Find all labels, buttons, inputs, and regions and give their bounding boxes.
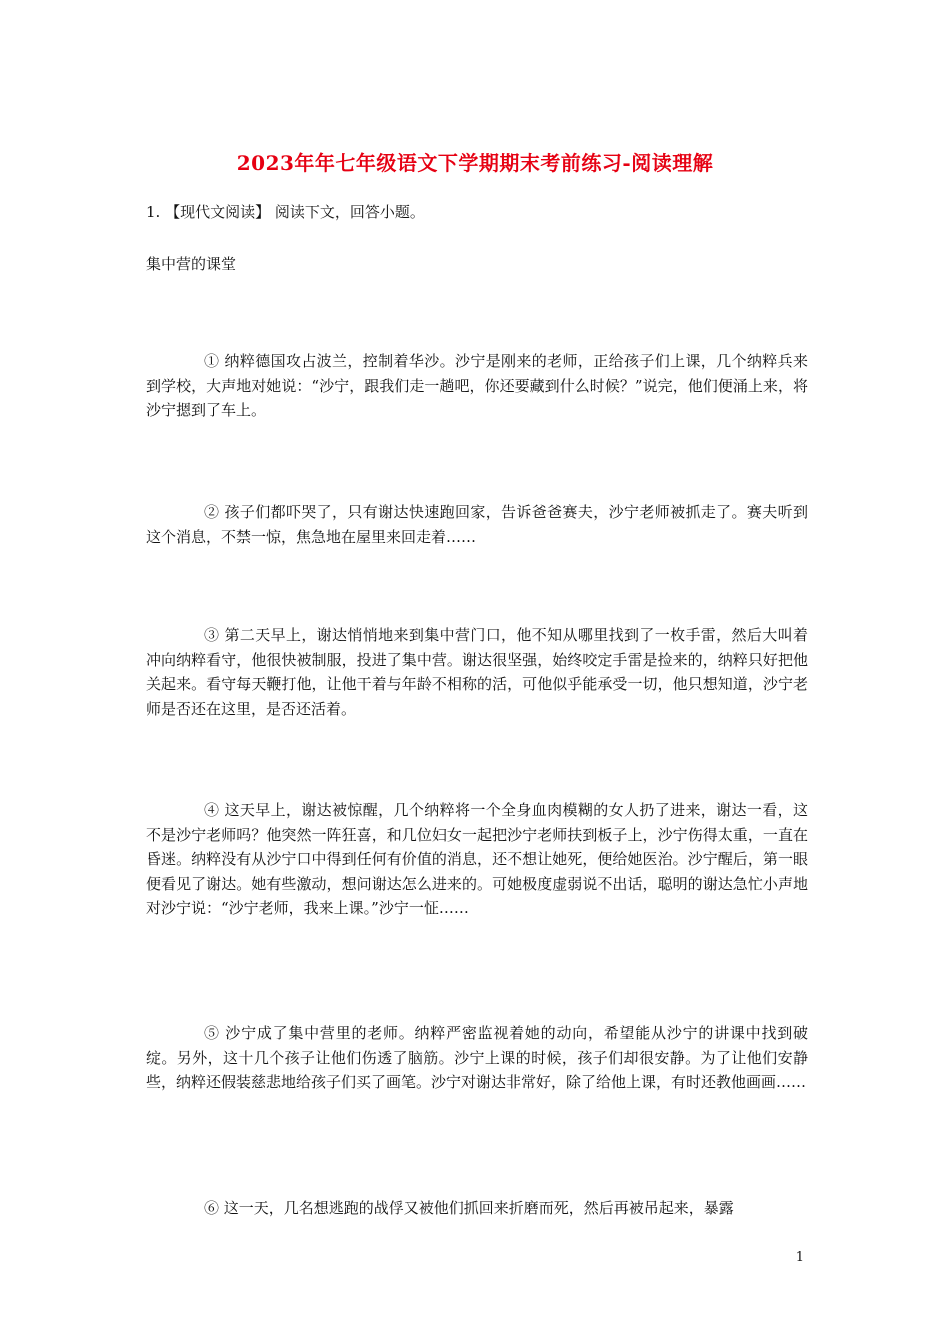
page-number: 1 xyxy=(795,1250,804,1265)
paragraph-3: ③ 第二天早上，谢达悄悄地来到集中营门口，他不知从哪里找到了一枚手雷，然后大叫着冲向纳粹看守，他很快被制服，投进了集中营。谢达很坚强，始终咬定手雷是捡来的，纳粹只好把他关起来。看守每天鞭打他，让他干着与年龄不相称的活，可他似乎能承受一切，他只想知道，沙宁老师是否还在这里，是否还活着。 xyxy=(146,626,808,718)
paragraph-2: ② 孩子们都吓哭了，只有谢达快速跑回家，告诉爸爸赛夫，沙宁老师被抓走了。赛夫听到这个消息，不禁一惊，焦急地在屋里来回走着…… xyxy=(146,503,808,546)
paragraph-6: ⑥ 这一天，几名想逃跑的战俘又被他们抓回来折磨而死，然后再被吊起来，暴露 xyxy=(204,1199,734,1217)
passage-title: 集中营的课堂 xyxy=(146,255,237,273)
paragraph-5: ⑤ 沙宁成了集中营里的老师。纳粹严密监视着她的动向，希望能从沙宁的讲课中找到破绽。另外，这十几个孩子让他们伤透了脑筋。沙宁上课的时候，孩子们却很安静。为了让他们安静些，纳粹还假装慈悲地给孩子们买了画笔。沙宁对谢达非常好，除了给他上课，有时还教他画画…… xyxy=(146,1024,808,1092)
paragraph-4: ④ 这天早上，谢达被惊醒，几个纳粹将一个全身血肉模糊的女人扔了进来，谢达一看，这不是沙宁老师吗？他突然一阵狂喜，和几位妇女一起把沙宁老师扶到板子上，沙宁伤得太重，一直在昏迷。纳粹没有从沙宁口中得到任何有价值的消息，还不想让她死，便给她医治。沙宁醒后，第一眼便看见了谢达。她有些激动，想问谢达怎么进来的。可她极度虚弱说不出话，聪明的谢达急忙小声地对沙宁说：“沙宁老师，我来上课。”沙宁一怔…… xyxy=(146,801,808,918)
document-title: 2023年年七年级语文下学期期末考前练习-阅读理解 xyxy=(236,151,714,175)
question-intro: 1. 【现代文阅读】 阅读下文，回答小题。 xyxy=(146,203,425,221)
paragraph-1: ① 纳粹德国攻占波兰，控制着华沙。沙宁是刚来的老师，正给孩子们上课，几个纳粹兵来到学校，大声地对她说：“沙宁，跟我们走一趟吧，你还要藏到什么时候？”说完，他们便涌上来，将沙宁摁到了车上。 xyxy=(146,352,808,420)
